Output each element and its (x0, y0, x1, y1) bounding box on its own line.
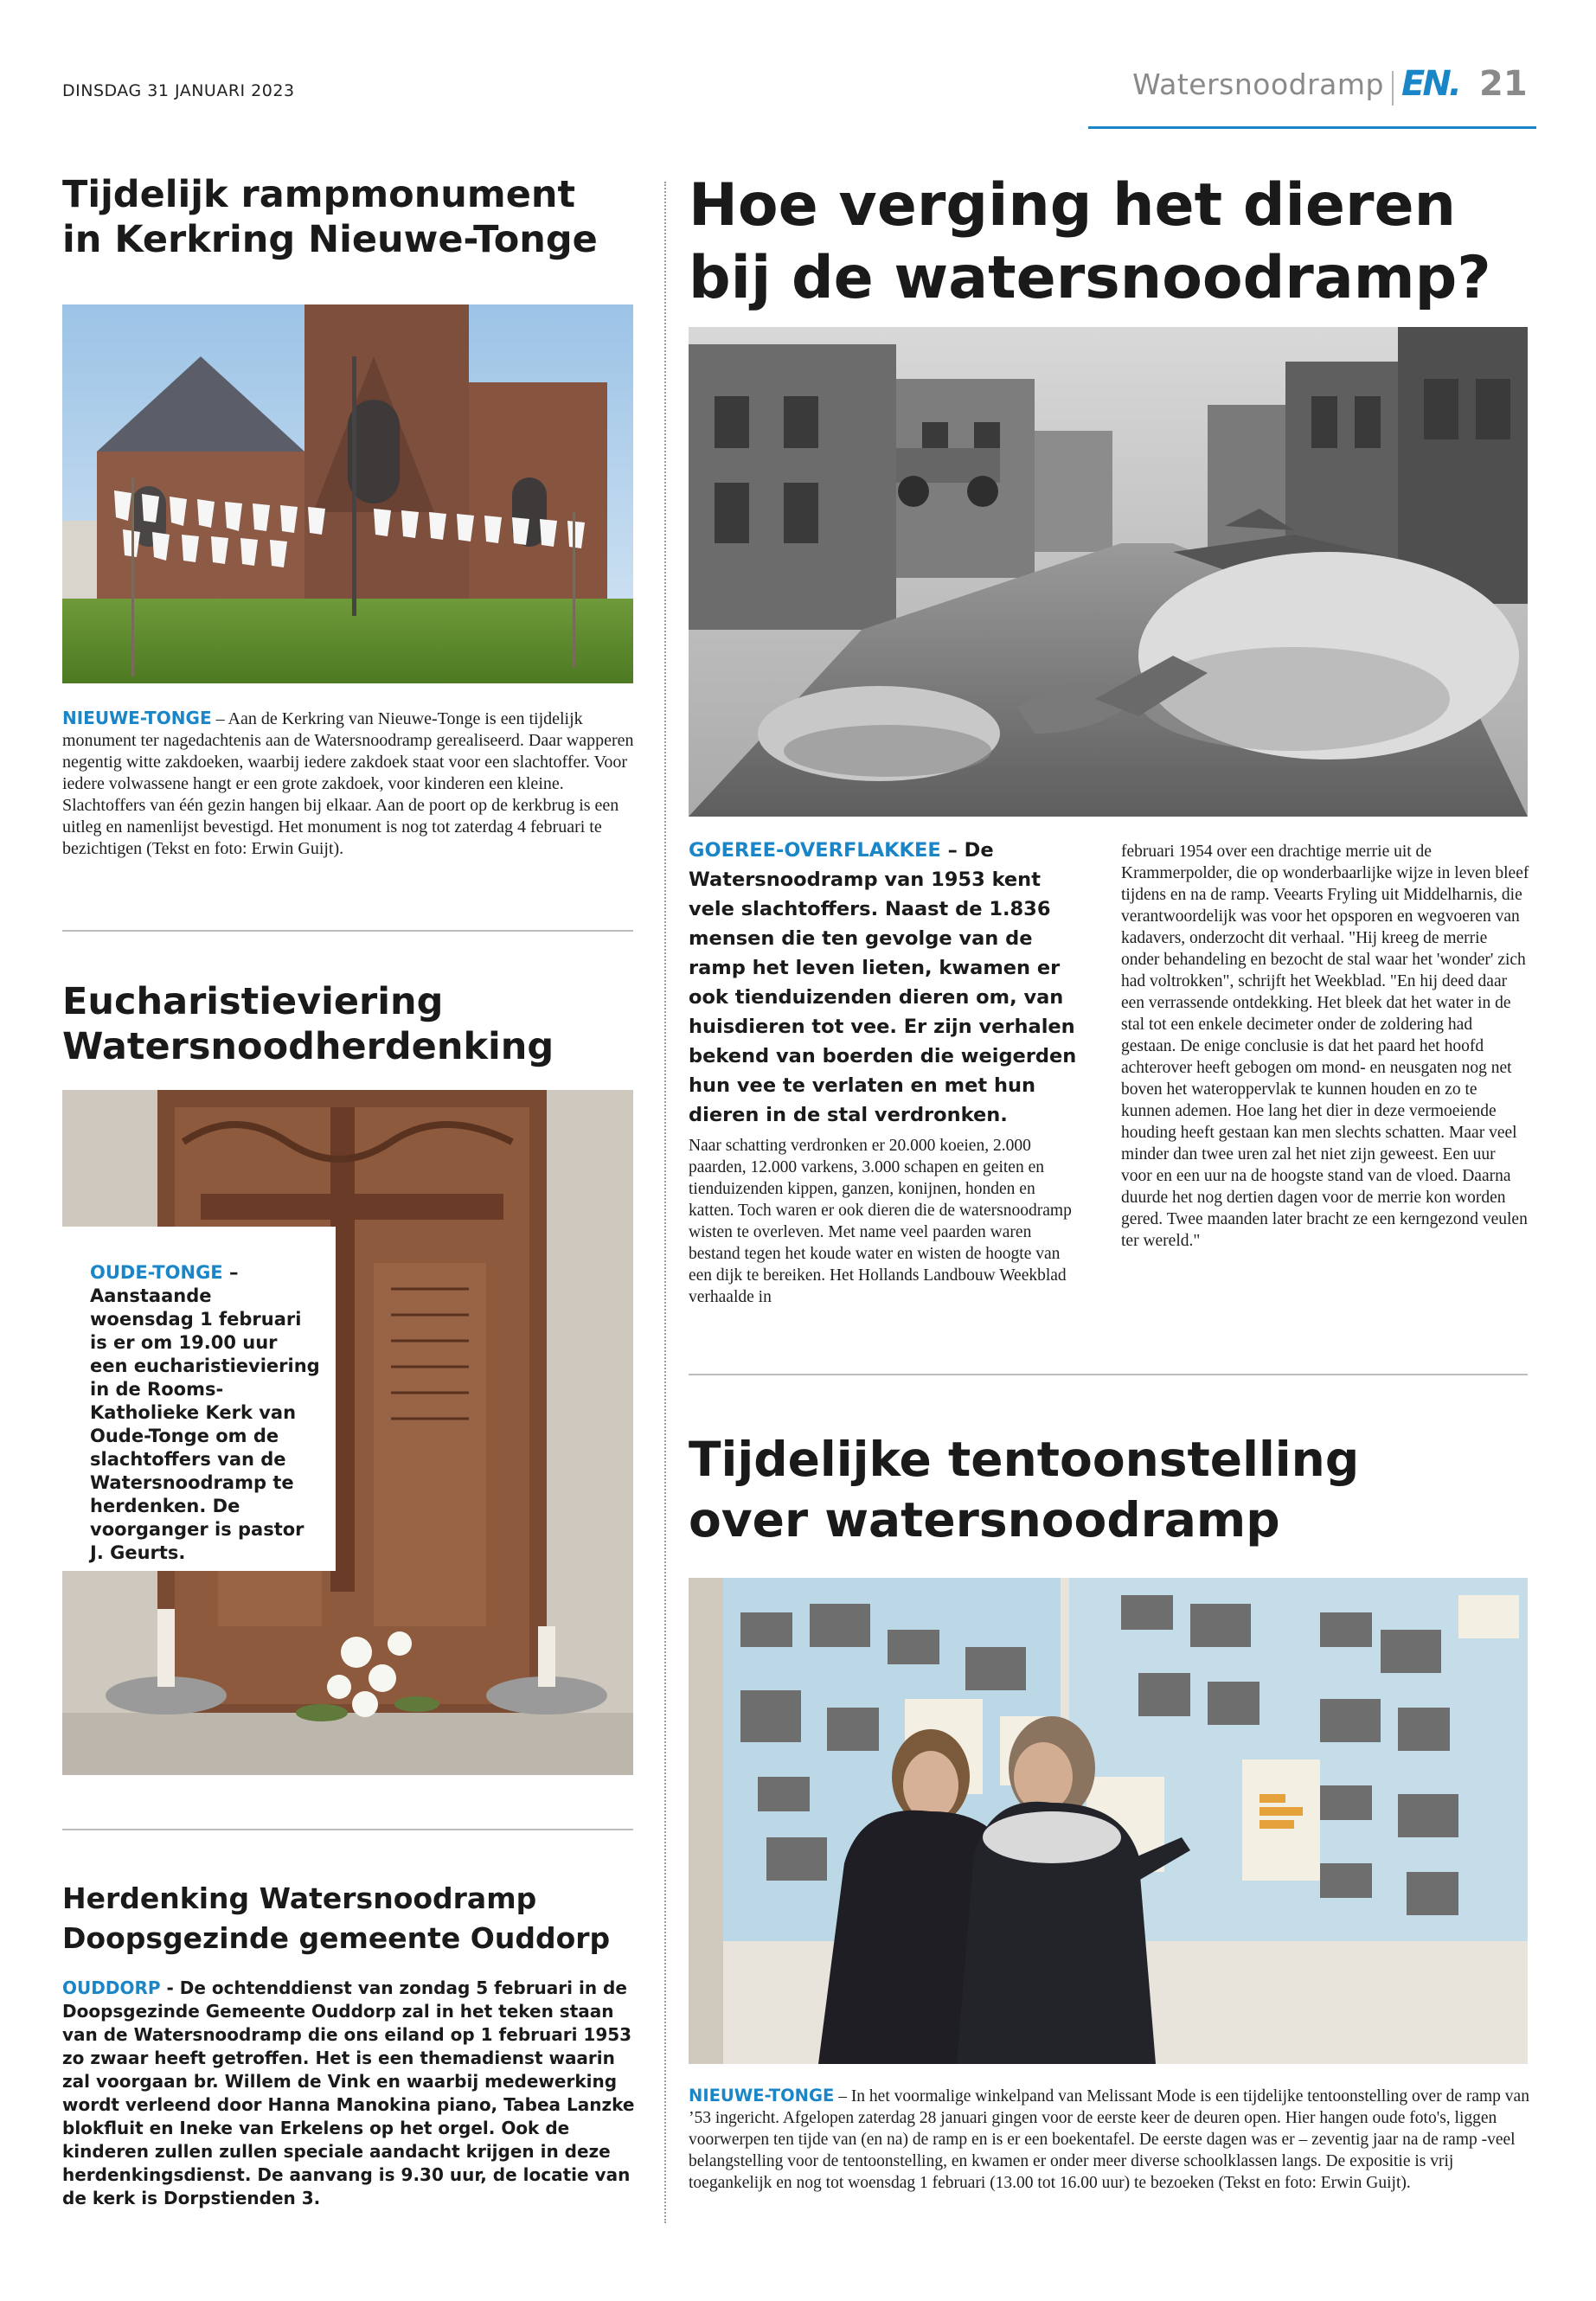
rampmonument-text: – Aan de Kerkring van Nieuwe-Tonge is een tijdelijk monument ter nagedachtenis aan de Watersnoodramp gerealiseerd. Daar wapperen negentig witte zakdoeken, waarbij iedere zakdoek staat voor een slachtoffer. Voor iedere volwassene hangt er een grote zakdoek, voor kinderen een kleine. Slachtoffers van één gezin hangen bij elkaar. Aan de poort op de kerkbrug is een uitleg en namenlijst bevestigd. Het monument is nog tot zaterdag 4 februari te bezichtigen (Tekst en foto: Erwin Guijt). (62, 709, 634, 858)
eucharistie-callout (62, 1227, 336, 1571)
dieren-lead (689, 836, 1080, 1130)
header-rule (1088, 126, 1536, 129)
section-title: Watersnoodramp (1132, 67, 1384, 101)
eucharistie-title-line1: Eucharistieviering (62, 980, 444, 1023)
rampmonument-headline (62, 173, 598, 262)
ouddorp-place: OUDDORP (62, 1977, 161, 1998)
header-separator (1392, 71, 1394, 106)
tentoonstelling-text: – In het voormalige winkelpand van Melissant Mode is een tijdelijke tentoonstelling over de ramp van ’53 ingericht. Afgelopen zaterdag 28 januari gingen voor de eerste keer de deuren open. Hier hangen oude foto's, liggen voorwerpen ten tijde van (en na) de ramp en is er een boekentafel. De eerste dagen was er – zeventig jaar na de ramp -veel belangstelling voor de tentoonstelling, en kwamen er onder meer diverse schoolklassen langs. De expositie is vrij toegankelijk en nog tot woensdag 1 februari (13.00 tot 16.00 uur) te bezoeken (Tekst en foto: Erwin Guijt). (689, 2087, 1529, 2192)
ouddorp-body (62, 1977, 637, 2210)
ouddorp-text: - De ochtenddienst van zondag 5 februari in de Doopsgezinde Gemeente Ouddorp zal in het teken staan van de Watersnoodramp die ons eiland op 1 februari 1953 zo zwaar heeft getroffen. Het is een themadienst waarin zal voorgaan br. Willem de Vink en waarbij medewerking wordt verleend door Hanna Manokina piano, Tabea Lanzke blokfluit en Ineke van Erkelens op het orgel. Ook de kinderen zullen zullen speciale aandacht krijgen in deze herdenkingsdienst. De aanvang is 9.30 uur, de locatie van de kerk is Dorpstienden 3. (62, 1977, 635, 2208)
dieren-body-col1: Naar schatting verdronken er 20.000 koeien, 2.000 paarden, 12.000 varkens, 3.000 schapen en geiten en tienduizenden kippen, ganzen, konijnen, honden en katten. Toch waren er ook dieren die de watersnoodramp wisten te overleven. Met name veel paarden waren bestand tegen het koude water en wisten de hoogte van een dijk te bereiken. Het Hollands Landbouw Weekblad verhaalde in (689, 1137, 1072, 1306)
exhibition-visitors-photo (689, 1578, 1528, 2064)
eucharistie-place: OUDE-TONGE (90, 1262, 223, 1283)
rampmonument-title-line2: in Kerkring Nieuwe-Tonge (62, 217, 598, 261)
tentoonstelling-title-line1: Tijdelijke tentoonstelling (689, 1432, 1360, 1487)
tentoonstelling-body (689, 2085, 1529, 2194)
eucharistie-title-line2: Watersnoodherdenking (62, 1024, 554, 1068)
page-number: 21 (1479, 64, 1528, 104)
dieren-body-col2: februari 1954 over een drachtige merrie uit de Krammerpolder, die op wonderbaarlijke wijze in leven bleef tijdens en na de ramp. Veearts Fryling uit Middelharnis, die verantwoordelijk was voor het opsporen en wegvoeren van kadavers, onderzocht dit verhaal. "Hij kreeg de merrie onder behandeling en bezocht de stal waar het 'wonder' zich had voltrokken", schrijft het Weekblad. "En hij deed daar een verrassende ontdekking. Het bleek dat het water in de stal tot een enkele decimeter onder de zoldering had gestaan. De enige conclusie is dat het paard het hoofd achterover heeft gebogen om mond- en neusgaten nog net boven het wateroppervlak te kunnen houden en zo te kunnen ademen. Hoe lang het dier in deze vermoeiende houding heeft gestaan kan men slechts schatten. Maar veel minder dan twee uren zal het niet zijn geweest. Een uur voor en een uur na de hoogste stand van de vloed. Daarna duurde het nog dertien dagen voor de merrie kon worden gered. Twee maanden later bracht ze een kerngezond veulen ter wereld." (1121, 843, 1529, 1250)
tentoonstelling-title-line2: over watersnoodramp (689, 1492, 1280, 1548)
section-rule-2 (62, 1829, 633, 1830)
dieren-lead-text: – De Watersnoodramp van 1953 kent vele slachtoffers. Naast de 1.836 mensen die ten gevolge van de ramp het leven lieten, kwamen er ook tienduizenden dieren om, van huisdieren tot vee. Er zijn verhalen bekend van boerden die weigerden hun vee te verlaten en met hun dieren in de stal verdronken. (689, 839, 1077, 1126)
dieren-place: GOEREE-OVERFLAKKEE (689, 839, 941, 862)
ouddorp-title-line1: Herdenking Watersnoodramp (62, 1881, 537, 1915)
issue-date: DINSDAG 31 JANUARI 2023 (62, 81, 295, 100)
dieren-headline (689, 170, 1491, 315)
dieren-title-line2: bij de watersnoodramp? (689, 244, 1491, 312)
section-rule-1 (62, 930, 633, 932)
eucharistie-text: – Aanstaande woensdag 1 februari is er om 19.00 uur een eucharistieviering in de Rooms-Katholieke Kerk van Oude-Tonge om de slachtoffers van de Watersnoodramp te herdenken. De voorganger is pastor J. Geurts. (90, 1262, 320, 1563)
column-divider (664, 182, 666, 2223)
rampmonument-place: NIEUWE-TONGE (62, 708, 212, 728)
ouddorp-headline (62, 1879, 610, 1958)
ouddorp-title-line2: Doopsgezinde gemeente Ouddorp (62, 1921, 611, 1955)
rampmonument-body (62, 708, 635, 860)
section-rule-3 (689, 1374, 1528, 1375)
church-handkerchief-photo (62, 304, 633, 683)
tentoonstelling-place: NIEUWE-TONGE (689, 2086, 835, 2106)
dieren-title-line1: Hoe verging het dieren (689, 171, 1457, 240)
en-logo: EN. (1401, 64, 1459, 104)
eucharistie-headline (62, 980, 554, 1069)
flood-street-photo (689, 327, 1528, 817)
tentoonstelling-headline (689, 1429, 1359, 1550)
rampmonument-title-line1: Tijdelijk rampmonument (62, 173, 576, 216)
